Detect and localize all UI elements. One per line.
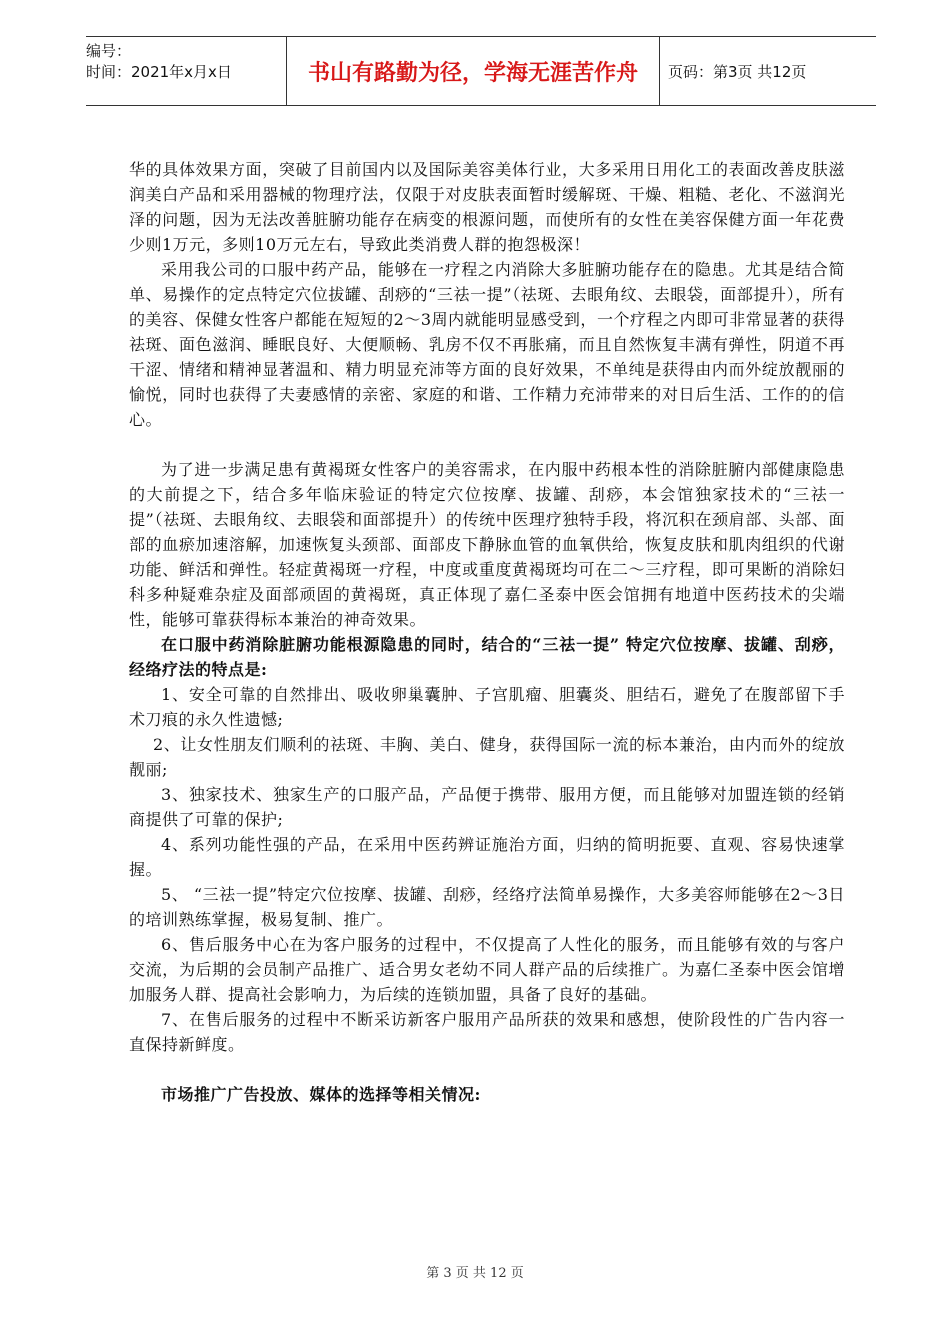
document-body	[129, 157, 845, 1107]
paragraph-continuation: 华的具体效果方面，突破了目前国内以及国际美容美体行业，大多采用日用化工的表面改善皮肤滋润美白产品和采用器械的物理疗法，仅限于对皮肤表面暂时缓解斑、干燥、粗糙、老化、不滋润光泽的问题，因为无法改善脏腑功能存在病变的根源问题，而使所有的女性在美容保健方面一年花费少则1万元，多则10万元左右，导致此类消费人群的抱怨极深！	[129, 160, 845, 254]
page-header	[86, 36, 876, 106]
feature-item-2: 2、让女性朋友们顺利的祛斑、丰胸、美白、健身，获得国际一流的标本兼治，由内而外的绽放靓丽;	[129, 735, 845, 779]
document-number-label: 编号：	[86, 42, 132, 60]
header-motto: 书山有路勤为径，学海无涯苦作舟	[287, 37, 660, 105]
feature-item-6: 6、售后服务中心在为客户服务的过程中，不仅提高了人性化的服务，而且能够有效的与客户交流，为后期的会员制产品推广、适合男女老幼不同人群产品的后续推广。为嘉仁圣泰中医会馆增加服务人群、提高社会影响力，为后续的连锁加盟，具备了良好的基础。	[129, 935, 845, 1004]
feature-item-1: 1、安全可靠的自然排出、吸收卵巢囊肿、子宫肌瘤、胆囊炎、胆结石，避免了在腹部留下手术刀痕的永久性遗憾;	[129, 685, 845, 729]
feature-item-4: 4、系列功能性强的产品，在采用中医药辨证施治方面，归纳的简明扼要、直观、容易快速掌握。	[129, 835, 845, 879]
feature-item-7: 7、在售后服务的过程中不断采访新客户服用产品所获的效果和感想，使阶段性的广告内容一直保持新鲜度。	[129, 1010, 845, 1054]
section-heading-marketing: 市场推广广告投放、媒体的选择等相关情况:	[161, 1085, 481, 1104]
paragraph-oral-medicine: 采用我公司的口服中药产品，能够在一疗程之内消除大多脏腑功能存在的隐患。尤其是结合简单、易操作的定点特定穴位拔罐、刮痧的“三祛一提”（祛斑、去眼角纹、去眼袋，面部提升），所有的美容、保健女性客户都能在短短的2～3周内就能明显感受到，一个疗程之内即可非常显著的获得祛斑、面色滋润、睡眠良好、大便顺畅、乳房不仅不再胀痛，而且自然恢复丰满有弹性，阴道不再干涩、情绪和精神显著温和、精力明显充沛等方面的良好效果，不单纯是获得由内而外绽放靓丽的愉悦，同时也获得了夫妻感情的亲密、家庭的和谐、工作精力充沛带来的对日后生活、工作的的信心。	[129, 260, 845, 429]
document-time-label: 时间：2021年x月x日	[86, 63, 232, 81]
header-page-number: 页码：第3页 共12页	[668, 62, 807, 81]
feature-item-5: 5、 “三祛一提”特定穴位按摩、拔罐、刮痧，经络疗法简单易操作，大多美容师能够在2～3日的培训熟练掌握，极易复制、推广。	[129, 885, 845, 929]
paragraph-spacer	[129, 1057, 845, 1082]
page-footer: 第 3 页 共 12 页	[426, 1266, 524, 1281]
feature-item-3: 3、独家技术、独家生产的口服产品，产品便于携带、服用方便，而且能够对加盟连锁的经销商提供了可靠的保护;	[129, 785, 845, 829]
section-heading-features: 在口服中药消除脏腑功能根源隐患的同时，结合的“三祛一提” 特定穴位按摩、拔罐、刮痧，经络疗法的特点是:	[129, 635, 845, 679]
paragraph-chloasma-treatment: 为了进一步满足患有黄褐斑女性客户的美容需求，在内服中药根本性的消除脏腑内部健康隐患的大前提之下，结合多年临床验证的特定穴位按摩、拔罐、刮痧，本会馆独家技术的“三祛一提”（祛斑、去眼角纹、去眼袋和面部提升）的传统中医理疗独特手段，将沉积在颈肩部、头部、面部的血瘀加速溶解，加速恢复头颈部、面部皮下静脉血管的血氧供给，恢复皮肤和肌肉组织的代谢功能、鲜活和弹性。轻症黄褐斑一疗程，中度或重度黄褐斑均可在二～三疗程，即可果断的消除妇科多种疑难杂症及面部顽固的黄褐斑，真正体现了嘉仁圣泰中医会馆拥有地道中医药技术的尖端性，能够可靠获得标本兼治的神奇效果。	[129, 460, 845, 629]
paragraph-spacer	[129, 432, 845, 457]
header-meta	[86, 37, 287, 105]
